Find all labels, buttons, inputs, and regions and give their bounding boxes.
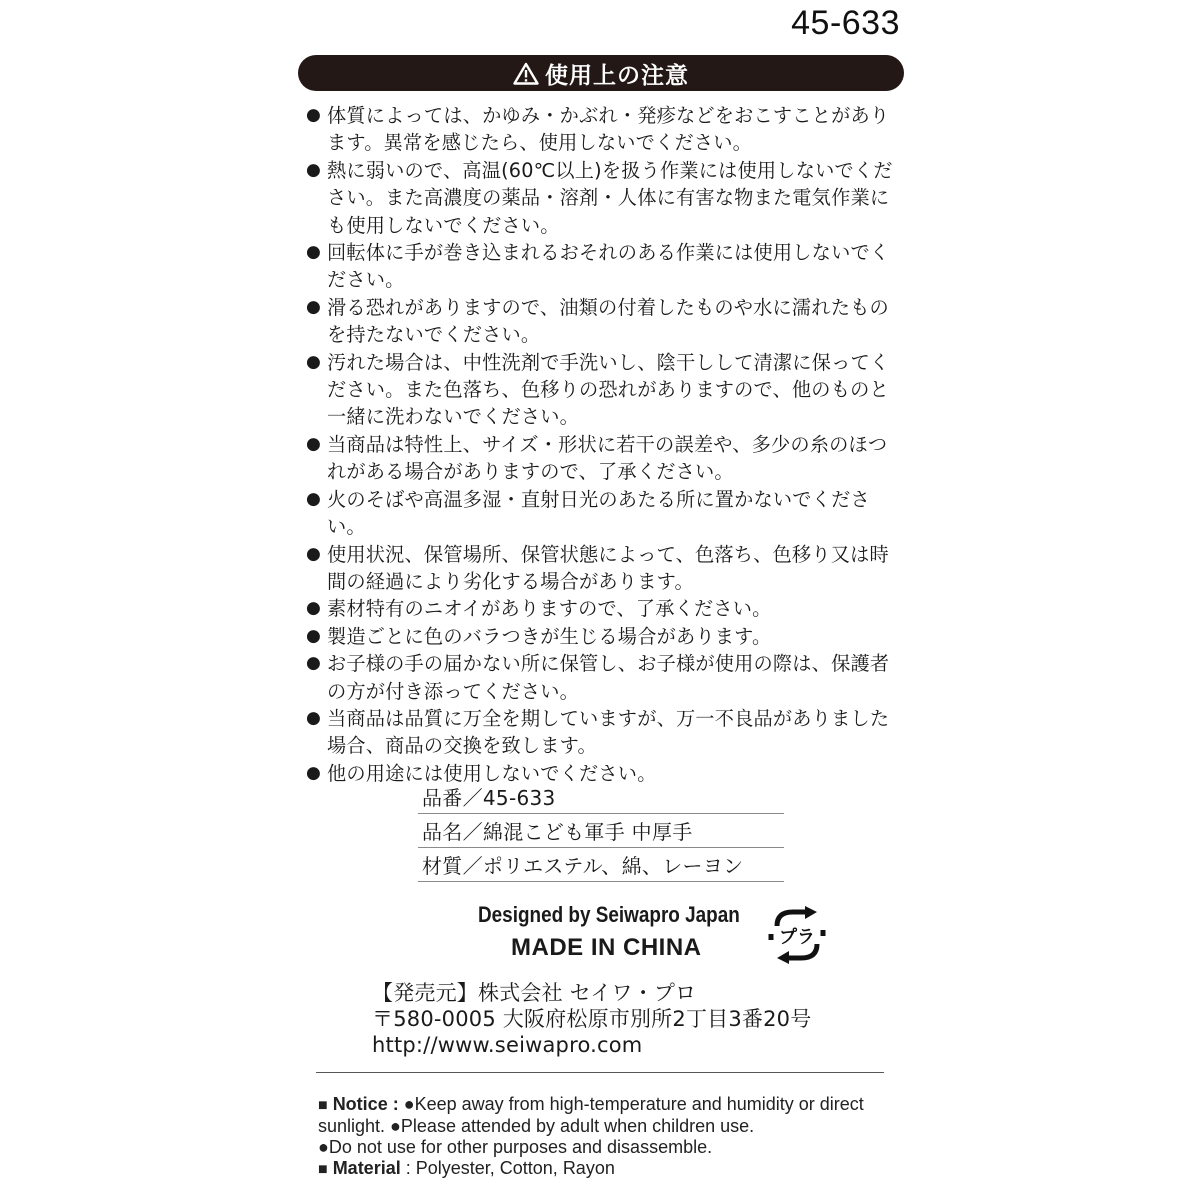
bullet-icon: ● (306, 433, 322, 454)
divider (316, 1072, 884, 1073)
spec-table (418, 780, 784, 882)
notice-label: Notice : (332, 1094, 399, 1114)
caution-text: 汚れた場合は、中性洗剤で手洗いし、陰干しして清潔に保ってください。また色落ち、色移りの恐れがありますので、他のものと一緒に洗わないでください。 (327, 350, 890, 429)
bullet-icon: ● (306, 625, 322, 646)
caution-item (306, 541, 902, 596)
bullet-icon: ● (306, 296, 322, 317)
bullet-icon: ● (306, 653, 322, 674)
caution-item (306, 623, 902, 650)
bullet-icon: ● (306, 488, 322, 509)
seller-address: 〒580-0005 大阪府松原市別所2丁目3番20号 (372, 1007, 812, 1031)
square-bullet: ■ (318, 1097, 328, 1114)
caution-text: 製造ごとに色のバラつきが生じる場合があります。 (327, 624, 772, 648)
made-in: MADE IN CHINA (511, 934, 702, 961)
seller-info (372, 980, 811, 1058)
caution-item (306, 349, 902, 431)
bullet-icon: ● (306, 105, 322, 125)
notice-text-1: ●Keep away from high-temperature and humidity or direct sunlight. (318, 1094, 864, 1136)
caution-text: 火のそばや高温多湿・直射日光のあたる所に置かないでください。 (327, 487, 870, 539)
spec-row-name: 品名／綿混こども軍手 中厚手 (418, 814, 784, 848)
english-notice (318, 1094, 898, 1180)
bullet-icon: ● (306, 762, 322, 783)
bullet-icon: ● (306, 598, 322, 619)
caution-text: 熱に弱いので、高温(60℃以上)を扱う作業には使用しないでください。また高濃度の薬品・溶剤・人体に有害な物また電気作業にも使用しないでください。 (327, 158, 893, 237)
caution-item (306, 294, 902, 349)
spec-row-material: 材質／ポリエステル、綿、レーヨン (418, 848, 784, 882)
caution-text: お子様の手の届かない所に保管し、お子様が使用の際は、保護者の方が付き添ってください。 (327, 652, 890, 703)
caution-header (298, 55, 904, 91)
caution-item (306, 705, 902, 760)
caution-text: 他の用途には使用しないでください。 (327, 761, 657, 785)
seller-name: 【発売元】株式会社 セイワ・プロ (372, 981, 697, 1005)
square-bullet: ■ (318, 1161, 328, 1178)
notice-text-2: ●Please attended by adult when children use. (390, 1116, 755, 1136)
caution-item (306, 486, 902, 541)
caution-item (306, 239, 902, 294)
caution-item (306, 650, 902, 705)
caution-item (306, 595, 902, 622)
caution-item (306, 102, 902, 157)
material-label: Material (332, 1158, 401, 1178)
bullet-icon: ● (306, 351, 322, 372)
caution-text: 体質によっては、かゆみ・かぶれ・発疹などをおこすことがあります。異常を感じたら、使用しないでください。 (327, 104, 890, 155)
caution-text: 当商品は特性上、サイズ・形状に若干の誤差や、多少の糸のほつれがある場合がありますので、了承ください。 (327, 432, 888, 484)
bullet-icon: ● (306, 707, 322, 728)
caution-text: 回転体に手が巻き込まれるおそれのある作業には使用しないでください。 (327, 241, 890, 292)
caution-text: 素材特有のニオイがありますので、了承ください。 (327, 597, 772, 621)
bullet-icon: ● (306, 543, 322, 564)
warning-triangle-icon (513, 62, 539, 85)
caution-text: 使用状況、保管場所、保管状態によって、色落ち、色移り又は時間の経過により劣化する場合があります。 (327, 542, 889, 593)
seller-url: http://www.seiwapro.com (372, 1033, 643, 1057)
caution-item (306, 157, 902, 239)
notice-text-3: ●Do not use for other purposes and disassemble. (318, 1137, 713, 1157)
bullet-icon: ● (306, 159, 322, 180)
material-text: : Polyester, Cotton, Rayon (405, 1158, 615, 1178)
pla-recycle-icon (765, 906, 829, 964)
caution-text: 滑る恐れがありますので、油類の付着したものや水に濡れたものを持たないでください。 (327, 295, 889, 347)
bullet-icon: ● (306, 242, 322, 263)
product-code: 45-633 (791, 4, 900, 42)
designed-by: Designed by Seiwapro Japan (478, 902, 740, 927)
caution-item (306, 431, 902, 486)
caution-text: 当商品は品質に万全を期していますが、万一不良品がありました場合、商品の交換を致します。 (327, 706, 890, 758)
caution-title: 使用上の注意 (545, 62, 689, 89)
caution-list (306, 102, 902, 787)
spec-row-code: 品番／45-633 (418, 780, 784, 814)
svg-text:プラ: プラ (779, 927, 815, 948)
